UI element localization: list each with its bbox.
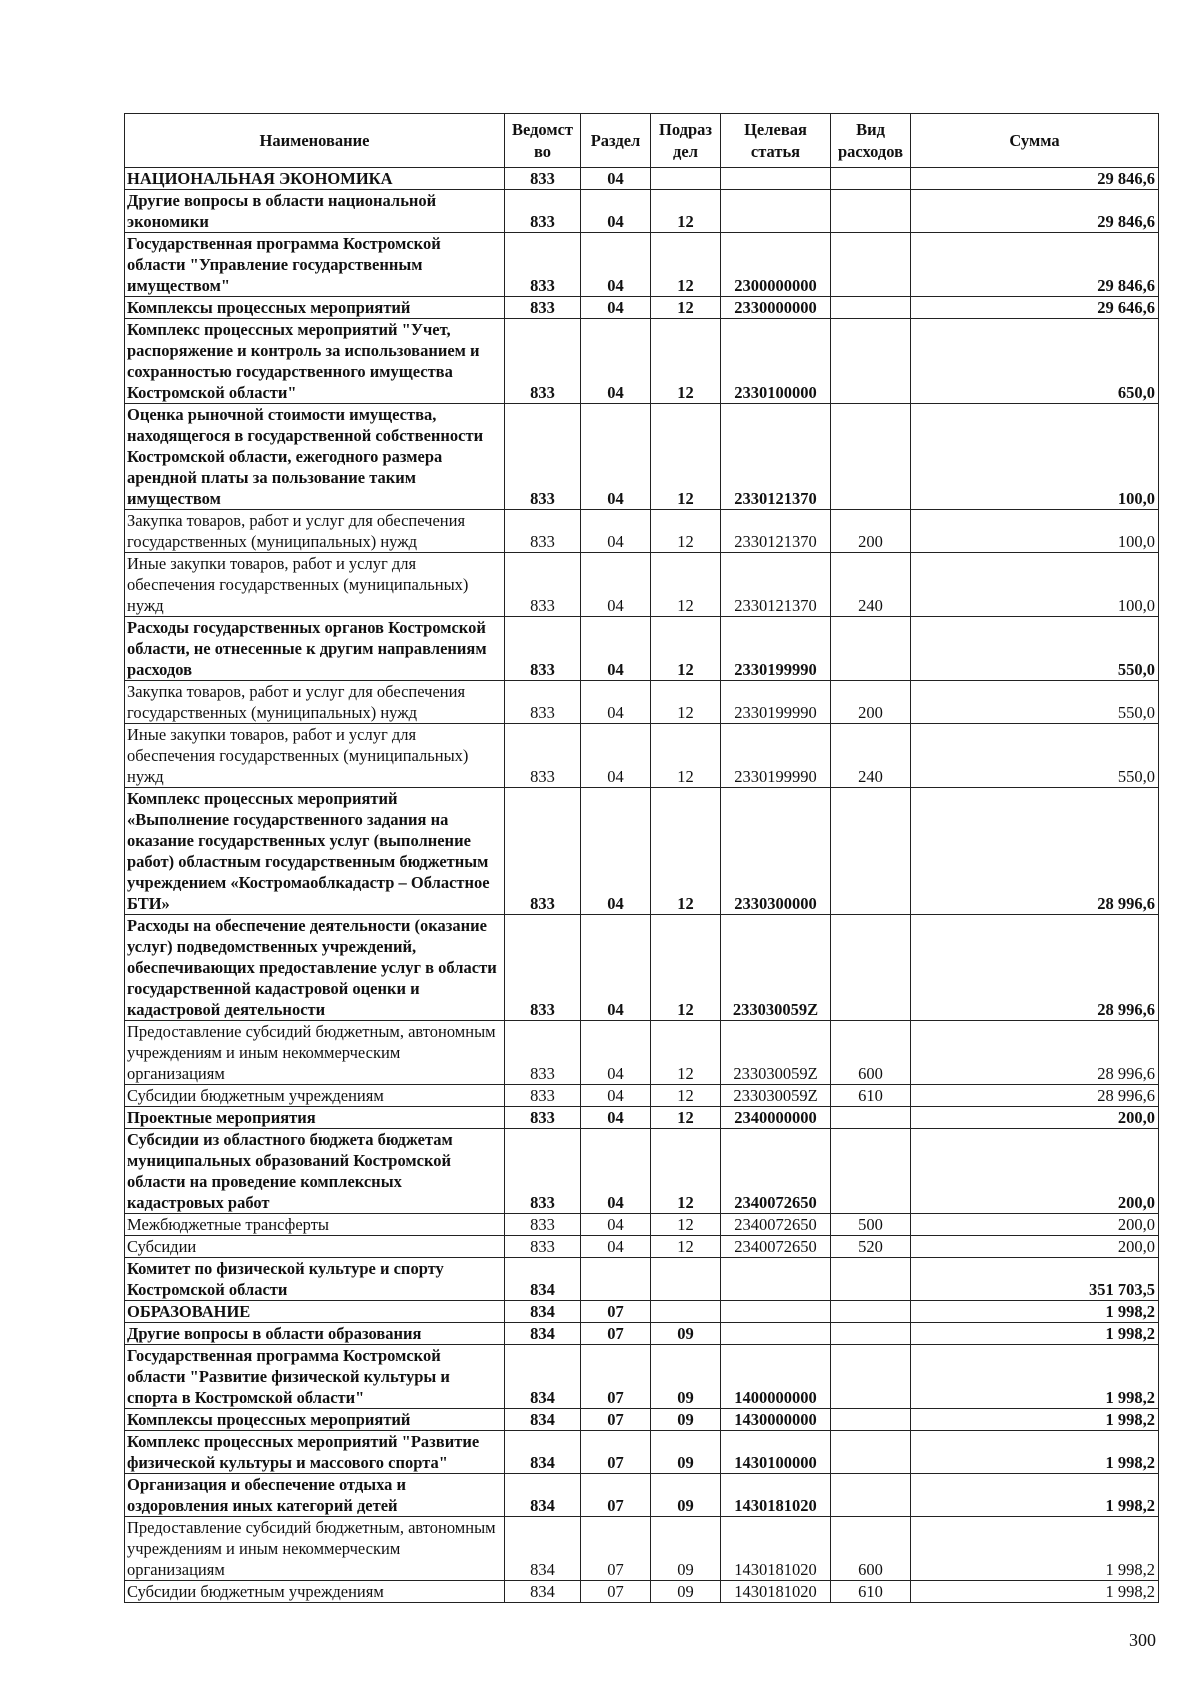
cell-subsection: 12 xyxy=(651,510,721,553)
table-body xyxy=(125,168,1159,1603)
cell-target-article: 233030059Z xyxy=(721,915,831,1021)
cell-name: Комплексы процессных мероприятий xyxy=(125,297,505,319)
cell-target-article: 2330300000 xyxy=(721,788,831,915)
cell-target-article: 2300000000 xyxy=(721,233,831,297)
cell-name: Комплексы процессных мероприятий xyxy=(125,1409,505,1431)
table-row xyxy=(125,1474,1159,1517)
table-row xyxy=(125,1517,1159,1581)
cell-subsection: 12 xyxy=(651,1021,721,1085)
header-expense-line2: расходов xyxy=(837,141,904,161)
cell-name: Государственная программа Костромской области "Развитие физической культуры и спорта в Костромской области" xyxy=(125,1345,505,1409)
cell-sum: 28 996,6 xyxy=(911,1085,1159,1107)
cell-subsection: 12 xyxy=(651,1085,721,1107)
cell-department: 833 xyxy=(505,1236,581,1258)
cell-section: 04 xyxy=(581,510,651,553)
cell-name: Другие вопросы в области национальной экономики xyxy=(125,190,505,233)
cell-expense-type xyxy=(831,1345,911,1409)
cell-sum: 1 998,2 xyxy=(911,1345,1159,1409)
table-row xyxy=(125,1129,1159,1214)
cell-target-article: 2340072650 xyxy=(721,1236,831,1258)
cell-expense-type: 600 xyxy=(831,1021,911,1085)
cell-department: 833 xyxy=(505,404,581,510)
header-department-line2: во xyxy=(533,141,552,161)
cell-sum: 29 846,6 xyxy=(911,233,1159,297)
cell-expense-type: 200 xyxy=(831,510,911,553)
cell-name: Комплекс процессных мероприятий "Развитие физической культуры и массового спорта" xyxy=(125,1431,505,1474)
cell-sum: 200,0 xyxy=(911,1107,1159,1129)
cell-name: Комитет по физической культуре и спорту Костромской области xyxy=(125,1258,505,1301)
cell-sum: 29 646,6 xyxy=(911,297,1159,319)
cell-department: 833 xyxy=(505,724,581,788)
cell-sum: 1 998,2 xyxy=(911,1431,1159,1474)
cell-subsection: 09 xyxy=(651,1474,721,1517)
cell-expense-type xyxy=(831,788,911,915)
cell-subsection: 09 xyxy=(651,1409,721,1431)
cell-target-article: 2330100000 xyxy=(721,319,831,404)
header-expense-line1: Вид xyxy=(856,119,885,139)
cell-subsection: 09 xyxy=(651,1323,721,1345)
cell-sum: 200,0 xyxy=(911,1236,1159,1258)
cell-sum: 1 998,2 xyxy=(911,1409,1159,1431)
cell-section: 07 xyxy=(581,1323,651,1345)
cell-department: 833 xyxy=(505,788,581,915)
cell-section: 07 xyxy=(581,1409,651,1431)
cell-expense-type: 610 xyxy=(831,1581,911,1603)
cell-name: Организация и обеспечение отдыха и оздоровления иных категорий детей xyxy=(125,1474,505,1517)
cell-department: 834 xyxy=(505,1258,581,1301)
cell-department: 833 xyxy=(505,553,581,617)
cell-subsection: 09 xyxy=(651,1581,721,1603)
cell-section: 04 xyxy=(581,1107,651,1129)
cell-sum: 29 846,6 xyxy=(911,190,1159,233)
cell-target-article: 2340072650 xyxy=(721,1129,831,1214)
cell-name: НАЦИОНАЛЬНАЯ ЭКОНОМИКА xyxy=(125,168,505,190)
table-row xyxy=(125,724,1159,788)
cell-name: Комплекс процессных мероприятий «Выполнение государственного задания на оказание государственных услуг (выполнение работ) областным государственным бюджетным учреждением «Костромаоблкадастр – Областное БТИ» xyxy=(125,788,505,915)
table-row xyxy=(125,617,1159,681)
cell-sum: 1 998,2 xyxy=(911,1323,1159,1345)
cell-sum: 550,0 xyxy=(911,681,1159,724)
table-row xyxy=(125,1021,1159,1085)
cell-name: Расходы государственных органов Костромской области, не отнесенные к другим направлениям расходов xyxy=(125,617,505,681)
cell-subsection: 12 xyxy=(651,553,721,617)
cell-section: 04 xyxy=(581,319,651,404)
cell-name: Субсидии из областного бюджета бюджетам муниципальных образований Костромской области на проведение комплексных кадастровых работ xyxy=(125,1129,505,1214)
cell-department: 833 xyxy=(505,1085,581,1107)
cell-sum: 550,0 xyxy=(911,617,1159,681)
table-header-row xyxy=(125,114,1159,168)
cell-subsection: 12 xyxy=(651,1236,721,1258)
cell-section: 07 xyxy=(581,1581,651,1603)
cell-target-article: 233030059Z xyxy=(721,1085,831,1107)
cell-subsection xyxy=(651,1258,721,1301)
cell-subsection: 12 xyxy=(651,788,721,915)
table-row xyxy=(125,1301,1159,1323)
cell-name: Субсидии xyxy=(125,1236,505,1258)
cell-section: 04 xyxy=(581,1214,651,1236)
cell-target-article: 2330199990 xyxy=(721,681,831,724)
cell-name: Предоставление субсидий бюджетным, автономным учреждениям и иным некоммерческим организациям xyxy=(125,1517,505,1581)
table-row xyxy=(125,168,1159,190)
budget-table-container xyxy=(124,113,1158,1603)
cell-department: 834 xyxy=(505,1323,581,1345)
cell-target-article: 2330121370 xyxy=(721,553,831,617)
cell-target-article: 2330121370 xyxy=(721,510,831,553)
cell-sum: 200,0 xyxy=(911,1129,1159,1214)
cell-expense-type xyxy=(831,168,911,190)
cell-expense-type: 600 xyxy=(831,1517,911,1581)
cell-expense-type xyxy=(831,319,911,404)
cell-expense-type: 520 xyxy=(831,1236,911,1258)
table-row xyxy=(125,1581,1159,1603)
page-number: 300 xyxy=(1129,1630,1156,1650)
header-department xyxy=(505,114,581,168)
cell-name: Другие вопросы в области образования xyxy=(125,1323,505,1345)
cell-department: 834 xyxy=(505,1517,581,1581)
cell-target-article xyxy=(721,1323,831,1345)
cell-name: Комплекс процессных мероприятий "Учет, распоряжение и контроль за использованием и сохранностью государственного имущества Костромской области" xyxy=(125,319,505,404)
table-row xyxy=(125,1258,1159,1301)
cell-subsection xyxy=(651,1301,721,1323)
cell-subsection: 12 xyxy=(651,1214,721,1236)
table-row xyxy=(125,1107,1159,1129)
cell-subsection: 09 xyxy=(651,1517,721,1581)
cell-name: Межбюджетные трансферты xyxy=(125,1214,505,1236)
cell-sum: 100,0 xyxy=(911,553,1159,617)
cell-section: 04 xyxy=(581,553,651,617)
table-row xyxy=(125,1236,1159,1258)
cell-section: 07 xyxy=(581,1517,651,1581)
cell-department: 833 xyxy=(505,1021,581,1085)
header-name: Наименование xyxy=(125,114,505,168)
cell-subsection: 12 xyxy=(651,915,721,1021)
cell-expense-type xyxy=(831,190,911,233)
cell-department: 834 xyxy=(505,1474,581,1517)
cell-expense-type xyxy=(831,1129,911,1214)
table-row xyxy=(125,1345,1159,1409)
cell-sum: 200,0 xyxy=(911,1214,1159,1236)
cell-sum: 28 996,6 xyxy=(911,915,1159,1021)
cell-subsection: 12 xyxy=(651,319,721,404)
cell-subsection: 12 xyxy=(651,297,721,319)
cell-sum: 1 998,2 xyxy=(911,1474,1159,1517)
cell-section: 07 xyxy=(581,1431,651,1474)
cell-section: 04 xyxy=(581,724,651,788)
cell-section xyxy=(581,1258,651,1301)
table-row xyxy=(125,404,1159,510)
cell-section: 04 xyxy=(581,1129,651,1214)
cell-sum: 550,0 xyxy=(911,724,1159,788)
cell-subsection: 12 xyxy=(651,404,721,510)
cell-sum: 650,0 xyxy=(911,319,1159,404)
cell-department: 834 xyxy=(505,1301,581,1323)
cell-target-article: 1430181020 xyxy=(721,1474,831,1517)
cell-section: 07 xyxy=(581,1345,651,1409)
cell-sum: 29 846,6 xyxy=(911,168,1159,190)
cell-section: 07 xyxy=(581,1474,651,1517)
cell-subsection xyxy=(651,168,721,190)
cell-section: 04 xyxy=(581,168,651,190)
cell-target-article: 2340000000 xyxy=(721,1107,831,1129)
cell-target-article: 1430100000 xyxy=(721,1431,831,1474)
cell-section: 04 xyxy=(581,1236,651,1258)
header-target-article xyxy=(721,114,831,168)
table-row xyxy=(125,190,1159,233)
cell-expense-type xyxy=(831,404,911,510)
cell-target-article: 1430181020 xyxy=(721,1517,831,1581)
header-target-line2: статья xyxy=(750,141,801,161)
cell-name: Субсидии бюджетным учреждениям xyxy=(125,1085,505,1107)
cell-target-article: 1430000000 xyxy=(721,1409,831,1431)
cell-department: 833 xyxy=(505,297,581,319)
cell-sum: 28 996,6 xyxy=(911,788,1159,915)
cell-name: Субсидии бюджетным учреждениям xyxy=(125,1581,505,1603)
cell-subsection: 09 xyxy=(651,1431,721,1474)
cell-section: 04 xyxy=(581,297,651,319)
cell-expense-type: 200 xyxy=(831,681,911,724)
table-row xyxy=(125,1323,1159,1345)
cell-sum: 28 996,6 xyxy=(911,1021,1159,1085)
table-row xyxy=(125,233,1159,297)
cell-department: 834 xyxy=(505,1409,581,1431)
cell-subsection: 12 xyxy=(651,1129,721,1214)
cell-name: Иные закупки товаров, работ и услуг для обеспечения государственных (муниципальных) нужд xyxy=(125,724,505,788)
cell-sum: 100,0 xyxy=(911,404,1159,510)
cell-name: Оценка рыночной стоимости имущества, находящегося в государственной собственности Костромской области, ежегодного размера арендной платы за пользование таким имуществом xyxy=(125,404,505,510)
cell-expense-type: 500 xyxy=(831,1214,911,1236)
header-subsection-line1: Подраз xyxy=(658,119,712,139)
table-row xyxy=(125,553,1159,617)
cell-expense-type xyxy=(831,1409,911,1431)
cell-target-article xyxy=(721,168,831,190)
table-row xyxy=(125,1085,1159,1107)
cell-subsection: 12 xyxy=(651,190,721,233)
header-section: Раздел xyxy=(581,114,651,168)
cell-name: Закупка товаров, работ и услуг для обеспечения государственных (муниципальных) нужд xyxy=(125,681,505,724)
cell-sum: 1 998,2 xyxy=(911,1517,1159,1581)
cell-name: ОБРАЗОВАНИЕ xyxy=(125,1301,505,1323)
table-row xyxy=(125,915,1159,1021)
cell-section: 04 xyxy=(581,617,651,681)
cell-department: 833 xyxy=(505,319,581,404)
cell-target-article: 233030059Z xyxy=(721,1021,831,1085)
cell-target-article: 1430181020 xyxy=(721,1581,831,1603)
table-row xyxy=(125,681,1159,724)
cell-target-article: 2340072650 xyxy=(721,1214,831,1236)
table-row xyxy=(125,297,1159,319)
cell-expense-type xyxy=(831,1107,911,1129)
header-target-line1: Целевая xyxy=(744,119,807,139)
cell-section: 04 xyxy=(581,1085,651,1107)
cell-department: 833 xyxy=(505,1129,581,1214)
cell-name: Государственная программа Костромской области "Управление государственным имуществом" xyxy=(125,233,505,297)
cell-department: 834 xyxy=(505,1581,581,1603)
cell-target-article: 2330121370 xyxy=(721,404,831,510)
cell-department: 833 xyxy=(505,1214,581,1236)
cell-target-article xyxy=(721,1301,831,1323)
cell-section: 04 xyxy=(581,915,651,1021)
header-sum: Сумма xyxy=(911,114,1159,168)
table-row xyxy=(125,1409,1159,1431)
table-row xyxy=(125,788,1159,915)
table-row xyxy=(125,1214,1159,1236)
cell-section: 04 xyxy=(581,681,651,724)
cell-expense-type xyxy=(831,1258,911,1301)
cell-department: 833 xyxy=(505,617,581,681)
cell-section: 04 xyxy=(581,788,651,915)
header-expense-type xyxy=(831,114,911,168)
cell-department: 833 xyxy=(505,510,581,553)
cell-expense-type xyxy=(831,233,911,297)
cell-expense-type: 240 xyxy=(831,553,911,617)
cell-subsection: 12 xyxy=(651,724,721,788)
cell-department: 833 xyxy=(505,681,581,724)
cell-target-article xyxy=(721,190,831,233)
cell-name: Предоставление субсидий бюджетным, автономным учреждениям и иным некоммерческим организациям xyxy=(125,1021,505,1085)
cell-expense-type xyxy=(831,1474,911,1517)
cell-name: Расходы на обеспечение деятельности (оказание услуг) подведомственных учреждений, обеспечивающих предоставление услуг в области государственной кадастровой оценки и кадастровой деятельности xyxy=(125,915,505,1021)
cell-expense-type: 610 xyxy=(831,1085,911,1107)
table-row xyxy=(125,1431,1159,1474)
cell-expense-type: 240 xyxy=(831,724,911,788)
cell-expense-type xyxy=(831,297,911,319)
cell-name: Проектные мероприятия xyxy=(125,1107,505,1129)
cell-department: 834 xyxy=(505,1431,581,1474)
cell-department: 833 xyxy=(505,1107,581,1129)
cell-subsection: 09 xyxy=(651,1345,721,1409)
cell-expense-type xyxy=(831,1431,911,1474)
cell-section: 04 xyxy=(581,404,651,510)
header-subsection-line2: дел xyxy=(673,141,698,161)
cell-department: 834 xyxy=(505,1345,581,1409)
cell-subsection: 12 xyxy=(651,681,721,724)
header-department-line1: Ведомст xyxy=(511,119,574,139)
cell-section: 04 xyxy=(581,1021,651,1085)
cell-sum: 1 998,2 xyxy=(911,1581,1159,1603)
cell-section: 04 xyxy=(581,233,651,297)
cell-expense-type xyxy=(831,1323,911,1345)
cell-section: 07 xyxy=(581,1301,651,1323)
cell-subsection: 12 xyxy=(651,233,721,297)
cell-expense-type xyxy=(831,1301,911,1323)
cell-sum: 100,0 xyxy=(911,510,1159,553)
cell-sum: 351 703,5 xyxy=(911,1258,1159,1301)
cell-target-article xyxy=(721,1258,831,1301)
cell-department: 833 xyxy=(505,190,581,233)
cell-target-article: 2330000000 xyxy=(721,297,831,319)
cell-department: 833 xyxy=(505,915,581,1021)
cell-section: 04 xyxy=(581,190,651,233)
table-row xyxy=(125,510,1159,553)
cell-name: Иные закупки товаров, работ и услуг для обеспечения государственных (муниципальных) нужд xyxy=(125,553,505,617)
cell-target-article: 2330199990 xyxy=(721,617,831,681)
cell-sum: 1 998,2 xyxy=(911,1301,1159,1323)
cell-expense-type xyxy=(831,617,911,681)
cell-department: 833 xyxy=(505,168,581,190)
header-subsection xyxy=(651,114,721,168)
budget-table xyxy=(124,113,1159,1603)
cell-target-article: 2330199990 xyxy=(721,724,831,788)
cell-subsection: 12 xyxy=(651,617,721,681)
cell-subsection: 12 xyxy=(651,1107,721,1129)
cell-department: 833 xyxy=(505,233,581,297)
cell-target-article: 1400000000 xyxy=(721,1345,831,1409)
cell-name: Закупка товаров, работ и услуг для обеспечения государственных (муниципальных) нужд xyxy=(125,510,505,553)
cell-expense-type xyxy=(831,915,911,1021)
table-row xyxy=(125,319,1159,404)
